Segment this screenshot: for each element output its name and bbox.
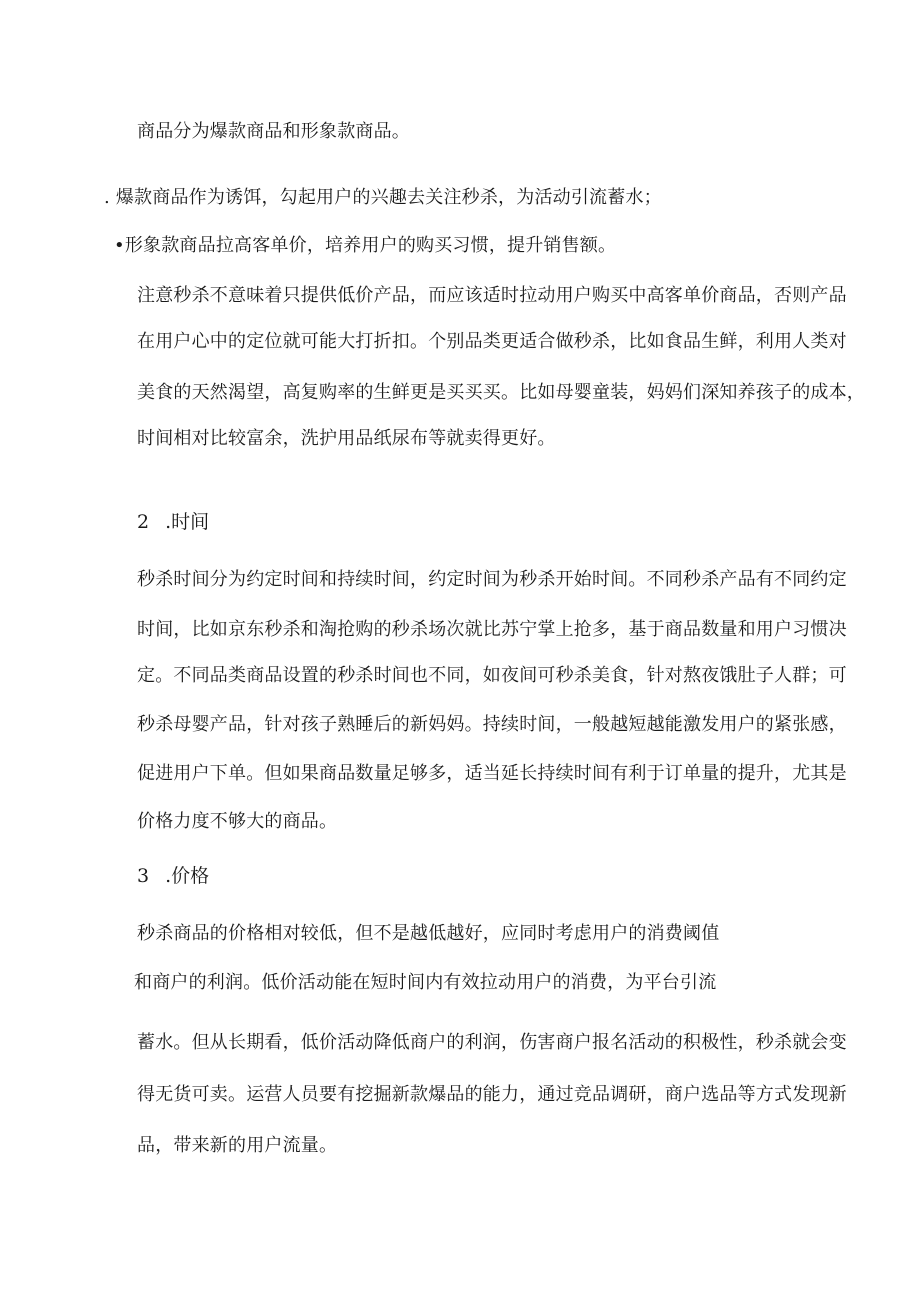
time-line: 促进用户下单。但如果商品数量足够多，适当延长持续时间有利于订单量的提升，尤其是 xyxy=(137,763,847,784)
time-line: 时间，比如京东秒杀和淘抢购的秒杀场次就比苏宁掌上抢多，基于商品数量和用户习惯决 xyxy=(137,619,847,640)
note-line: 在用户心中的定位就可能大打折扣。个别品类更适合做秒杀，比如食品生鲜，利用人类对 xyxy=(137,331,847,352)
price-line: 蓄水。但从长期看，低价活动降低商户的利润，伤害商户报名活动的积极性，秒杀就会变 xyxy=(137,1032,847,1053)
section-title: .时间 xyxy=(165,511,210,533)
note-line: 时间相对比较富余，洗护用品纸尿布等就卖得更好。 xyxy=(137,428,556,449)
bullet-item-image-products: •形象款商品拉高客单价，培养用户的购买习惯，提升销售额。 xyxy=(114,235,617,256)
section-heading-time xyxy=(137,510,209,534)
section-heading-price xyxy=(137,864,209,888)
bullet-item-hot-products: . 爆款商品作为诱饵，勾起用户的兴趣去关注秒杀，为活动引流蓄水； xyxy=(104,187,662,208)
intro-paragraph: 商品分为爆款商品和形象款商品。 xyxy=(137,121,410,142)
price-line: 秒杀商品的价格相对较低，但不是越低越好，应同时考虑用户的消费阈值 xyxy=(137,923,720,944)
section-number: 2 xyxy=(137,511,150,533)
price-line: 得无货可卖。运营人员要有挖掘新款爆品的能力，通过竞品调研，商户选品等方式发现新 xyxy=(137,1084,847,1105)
section-title: .价格 xyxy=(165,865,210,887)
price-line: 品，带来新的用户流量。 xyxy=(137,1135,338,1156)
note-line: 美食的天然渴望，高复购率的生鲜更是买买买。比如母婴童装，妈妈们深知养孩子的成本， xyxy=(137,382,865,403)
note-line: 注意秒杀不意味着只提供低价产品，而应该适时拉动用户购买中高客单价商品，否则产品 xyxy=(137,285,847,306)
time-line: 秒杀母婴产品，针对孩子熟睡后的新妈妈。持续时间，一般越短越能激发用户的紧张感， xyxy=(137,714,847,735)
time-line: 价格力度不够大的商品。 xyxy=(137,811,338,832)
time-line: 定。不同品类商品设置的秒杀时间也不同，如夜间可秒杀美食，针对熬夜饿肚子人群；可 xyxy=(137,665,847,686)
time-line: 秒杀时间分为约定时间和持续时间，约定时间为秒杀开始时间。不同秒杀产品有不同约定 xyxy=(137,569,847,590)
price-line: 和商户的利润。低价活动能在短时间内有效拉动用户的消费，为平台引流 xyxy=(134,972,717,993)
section-number: 3 xyxy=(137,865,150,887)
